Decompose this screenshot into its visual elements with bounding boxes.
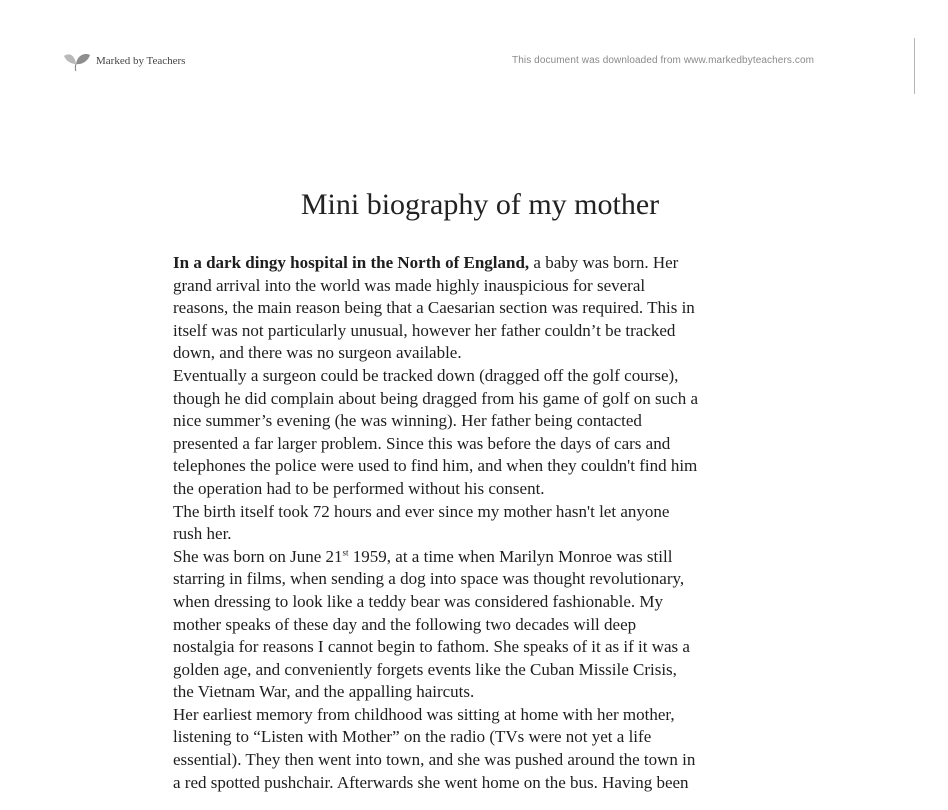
- page-header: [0, 0, 948, 90]
- text-line: nostalgia for reasons I cannot begin to fathom. She speaks of it as if it was a: [173, 637, 690, 657]
- text-line-content: a baby was born. Her: [529, 253, 679, 272]
- text-line: grand arrival into the world was made highly inauspicious for several: [173, 275, 646, 295]
- text-line: a red spotted pushchair. Afterwards she went home on the bus. Having been: [173, 772, 689, 792]
- text-line: [173, 252, 803, 275]
- text-line: down, and there was no surgeon available.: [173, 343, 462, 363]
- text-line: reasons, the main reason being that a Caesarian section was required. This in: [173, 298, 695, 318]
- text-line: rush her.: [173, 524, 232, 544]
- text-line: nice summer’s evening (he was winning). Her father being contacted: [173, 411, 642, 431]
- leaf-logo-icon: [62, 50, 92, 72]
- text-line-content: 1959, at a time when Marilyn Monroe was still: [348, 546, 673, 566]
- text-line: itself was not particularly unusual, however her father couldn’t be tracked: [173, 320, 676, 340]
- marked-by-teachers-logo: [62, 50, 185, 72]
- text-line: The birth itself took 72 hours and ever since my mother hasn't let anyone: [173, 501, 670, 521]
- ordinal-suffix: st: [342, 547, 349, 558]
- page-edge-divider: [914, 38, 915, 94]
- text-line: listening to “Listen with Mother” on the radio (TVs were not yet a life: [173, 727, 652, 747]
- text-line: Eventually a surgeon could be tracked down (dragged off the golf course),: [173, 365, 679, 385]
- text-line: telephones the police were used to find him, and when they couldn't find him: [173, 456, 698, 476]
- text-line: presented a far larger problem. Since this was before the days of cars and: [173, 433, 671, 453]
- text-line-content: She was born on June 21: [173, 546, 343, 566]
- document-body: [173, 252, 803, 794]
- download-note: This document was downloaded from www.markedbyteachers.com: [512, 55, 815, 66]
- text-line: essential). They then went into town, and she was pushed around the town in: [173, 750, 696, 770]
- text-line: mother speaks of these day and the following two decades will deep: [173, 614, 637, 634]
- text-line: the Vietnam War, and the appalling haircuts.: [173, 682, 475, 702]
- text-line: golden age, and conveniently forgets events like the Cuban Missile Crisis,: [173, 659, 677, 679]
- text-line: starring in films, when sending a dog into space was thought revolutionary,: [173, 569, 685, 589]
- logo-text: Marked by Teachers: [96, 55, 186, 67]
- text-line: Her earliest memory from childhood was sitting at home with her mother,: [173, 704, 675, 724]
- text-line: [173, 546, 803, 569]
- text-line: though he did complain about being dragged from his game of golf on such a: [173, 388, 698, 408]
- text-line: the operation had to be performed without his consent.: [173, 478, 545, 498]
- lead-in: In a dark dingy hospital in the North of England,: [173, 253, 530, 272]
- text-line: when dressing to look like a teddy bear was considered fashionable. My: [173, 591, 664, 611]
- document-title: Mini biography of my mother: [300, 188, 660, 221]
